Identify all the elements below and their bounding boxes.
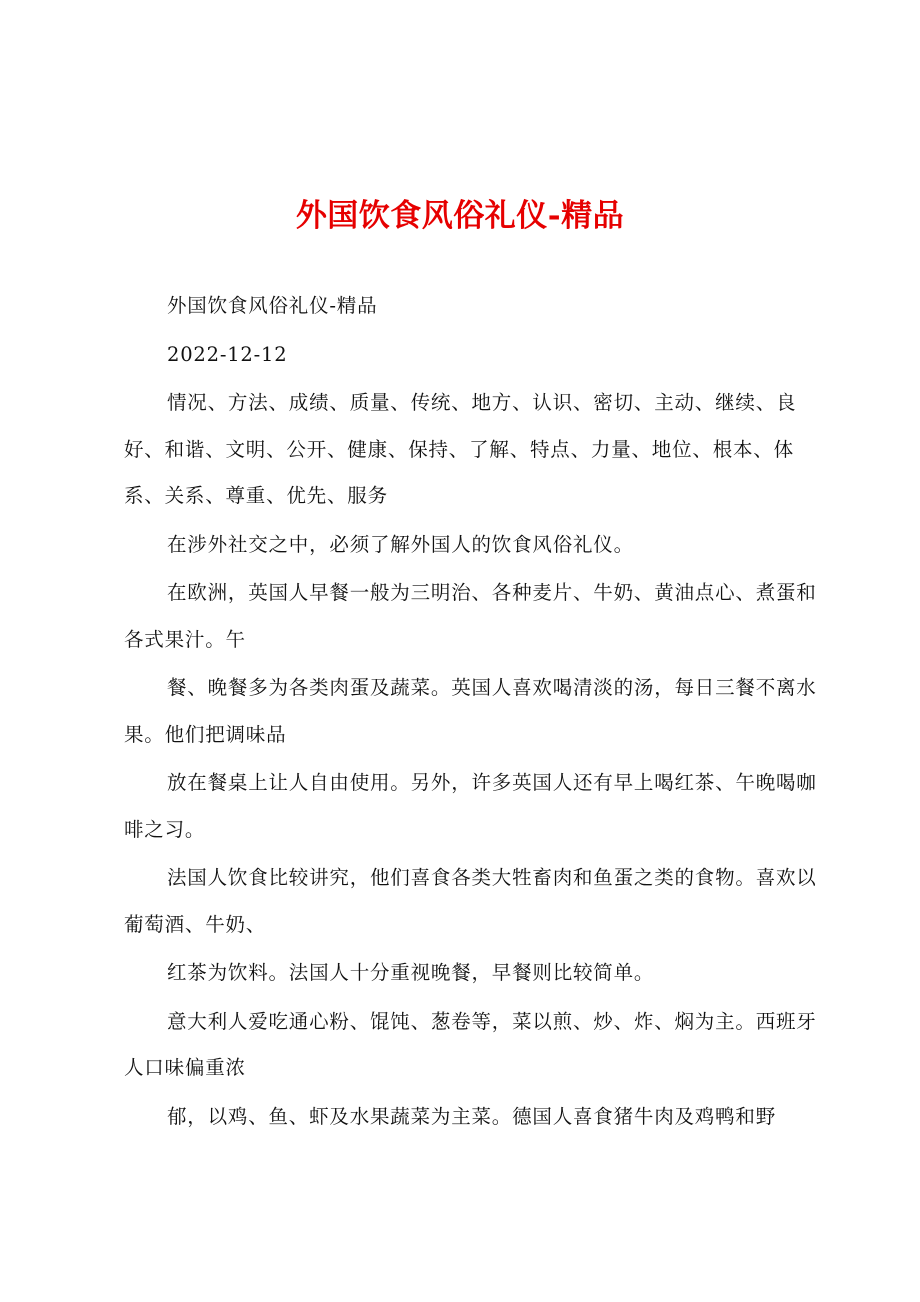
document-body (124, 283, 824, 1142)
paragraph-england-meals: 餐、晚餐多为各类肉蛋及蔬菜。英国人喜欢喝清淡的汤，每日三餐不离水果。他们把调味品 (124, 676, 817, 746)
paragraph-keywords: 情况、方法、成绩、质量、传统、地方、认识、密切、主动、继续、良好、和谐、文明、公开、健康、保持、了解、特点、力量、地位、根本、体系、关系、尊重、优先、服务 (124, 391, 797, 507)
paragraph-france-food: 法国人饮食比较讲究，他们喜食各类大牲畜肉和鱼蛋之类的食物。喜欢以葡萄酒、牛奶、 (124, 866, 817, 936)
paragraph-intro: 在涉外社交之中，必须了解外国人的饮食风俗礼仪。 (167, 532, 634, 556)
paragraph-italy-spain: 意大利人爱吃通心粉、馄饨、葱卷等，菜以煎、炒、炸、焖为主。西班牙人口味偏重浓 (124, 1009, 817, 1079)
paragraph-subtitle: 外国饮食风俗礼仪-精品 (167, 294, 378, 317)
paragraph-date: 2022-12-12 (167, 342, 288, 366)
paragraph-england-drinks: 放在餐桌上让人自由使用。另外，许多英国人还有早上喝红茶、午晚喝咖啡之习。 (124, 771, 817, 841)
document-title: 外国饮食风俗礼仪-精品 (295, 198, 625, 234)
paragraph-spain-germany: 郁，以鸡、鱼、虾及水果蔬菜为主菜。德国人喜食猪牛肉及鸡鸭和野 (167, 1104, 777, 1128)
paragraph-france-drinks: 红茶为饮料。法国人十分重视晚餐，早餐则比较简单。 (167, 961, 655, 984)
paragraph-england-breakfast: 在欧洲，英国人早餐一般为三明治、各种麦片、牛奶、黄油点心、煮蛋和各式果汁。午 (124, 581, 817, 651)
